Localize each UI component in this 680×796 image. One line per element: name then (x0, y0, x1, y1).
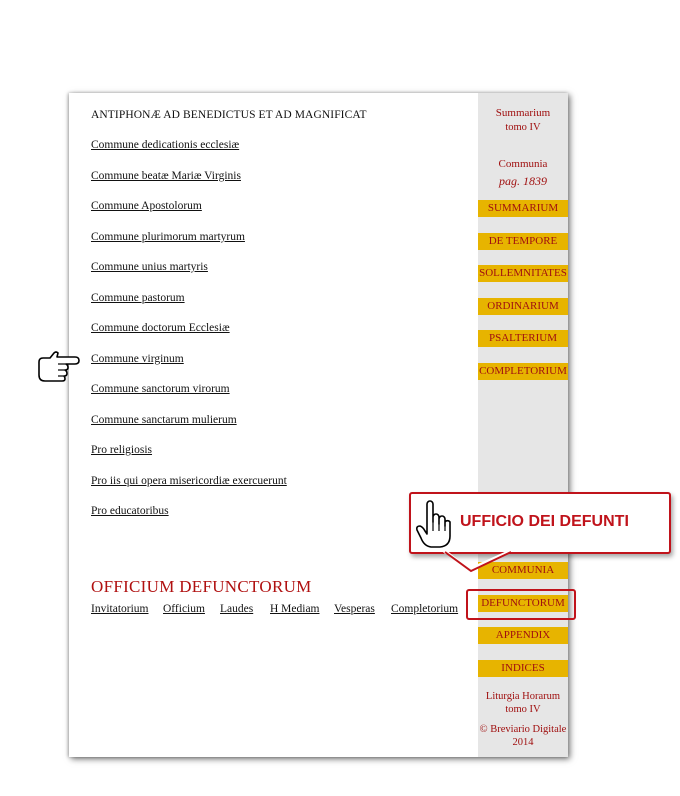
sidebar-footer-line2: tomo IV (505, 704, 541, 715)
link-commune-dedicationis[interactable]: Commune dedicationis ecclesiæ (91, 139, 240, 151)
defunctorum-highlight-box (466, 589, 576, 620)
link-pro-misericordiae[interactable]: Pro iis qui opera misericordiæ exercuerunt (91, 475, 287, 487)
link-commune-plurimorum-martyrum[interactable]: Commune plurimorum martyrum (91, 231, 245, 243)
sidebar-summarium-label: Summarium (495, 107, 551, 119)
hand-cursor-icon (416, 500, 452, 550)
sidebar-copyright-line1: © Breviario Digitale (479, 724, 567, 735)
hour-h-mediam[interactable]: H Mediam (270, 603, 320, 615)
hour-completorium[interactable]: Completorium (391, 603, 459, 615)
nav-button-de-tempore[interactable]: DE TEMPORE (478, 233, 568, 250)
link-pro-educatoribus[interactable]: Pro educatoribus (91, 505, 169, 517)
sidebar-footer-line1: Liturgia Horarum (485, 691, 561, 702)
breviary-page (69, 93, 568, 757)
link-pro-religiosis[interactable]: Pro religiosis (91, 444, 153, 456)
nav-button-communia[interactable]: COMMUNIA (478, 562, 568, 579)
nav-button-indices[interactable]: INDICES (478, 660, 568, 677)
sidebar-tomo-label: tomo IV (505, 122, 541, 133)
hour-officium[interactable]: Officium (163, 603, 205, 615)
pointing-hand-icon (36, 348, 82, 384)
section-heading: ANTIPHONÆ AD BENEDICTUS ET AD MAGNIFICAT (91, 109, 367, 121)
nav-button-sollemnitates[interactable]: SOLLEMNITATES (478, 265, 568, 282)
sidebar (478, 93, 568, 757)
link-commune-doctorum[interactable]: Commune doctorum Ecclesiæ (91, 322, 230, 334)
hour-invitatorium[interactable]: Invitatorium (91, 603, 149, 615)
officium-defunctorum-title: OFFICIUM DEFUNCTORUM (91, 577, 312, 596)
sidebar-page-label: pag. 1839 (499, 174, 547, 188)
hour-vesperas[interactable]: Vesperas (334, 603, 375, 615)
nav-button-psalterium[interactable]: PSALTERIUM (478, 330, 568, 347)
sidebar-copyright-line2: 2014 (512, 737, 534, 748)
callout-tail (441, 550, 517, 574)
callout-text: UFFICIO DEI DEFUNTI (460, 513, 629, 530)
link-commune-pastorum[interactable]: Commune pastorum (91, 292, 185, 304)
link-commune-virginum[interactable]: Commune virginum (91, 353, 184, 365)
nav-button-ordinarium[interactable]: ORDINARIUM (478, 298, 568, 315)
nav-button-appendix[interactable]: APPENDIX (478, 627, 568, 644)
link-commune-apostolorum[interactable]: Commune Apostolorum (91, 200, 202, 212)
link-commune-sanctorum-virorum[interactable]: Commune sanctorum virorum (91, 383, 230, 395)
sidebar-communia-label: Communia (498, 158, 548, 170)
hour-laudes[interactable]: Laudes (220, 603, 254, 615)
link-commune-mariae[interactable]: Commune beatæ Mariæ Virginis (91, 170, 241, 182)
nav-button-summarium[interactable]: SUMMARIUM (478, 200, 568, 217)
nav-button-defunctorum[interactable]: DEFUNCTORUM (478, 595, 568, 612)
link-commune-unius-martyris[interactable]: Commune unius martyris (91, 261, 208, 273)
link-commune-sanctarum-mulierum[interactable]: Commune sanctarum mulierum (91, 414, 237, 426)
nav-button-completorium[interactable]: COMPLETORIUM (478, 363, 568, 380)
